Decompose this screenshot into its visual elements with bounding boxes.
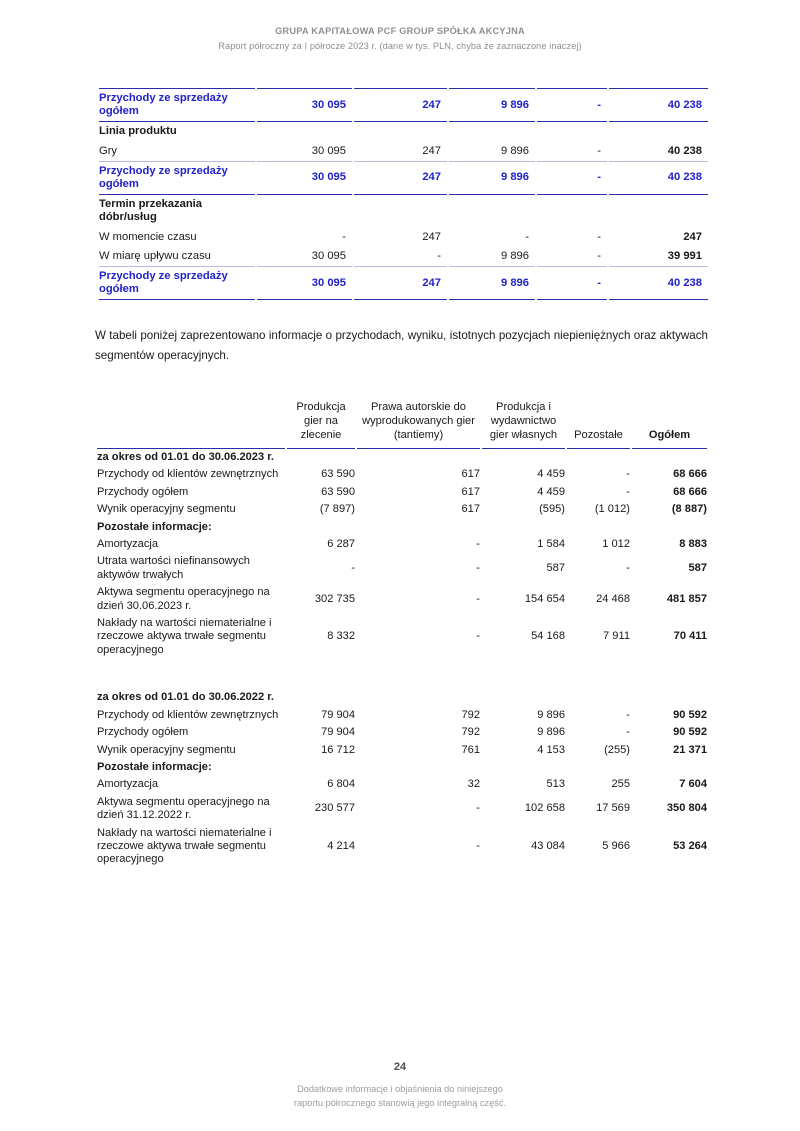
row-value: - (626, 485, 630, 498)
row-value: 792 (461, 726, 480, 739)
spacer-cell (356, 659, 481, 689)
row-value: (8 887) (671, 503, 707, 516)
row-value: 102 658 (524, 802, 565, 815)
row-value (481, 519, 566, 536)
row-value (631, 759, 708, 776)
row-value: 63 590 (321, 485, 355, 498)
row-value (536, 122, 608, 142)
row-label: Wynik operacyjny segmentu (97, 743, 236, 756)
column-header: Produkcja gier na zlecenie (296, 401, 346, 441)
column-header: Prawa autorskie do wyprodukowanych gier (tantiemy) (362, 401, 475, 441)
row-value: 53 264 (673, 839, 707, 852)
row-value (566, 519, 631, 536)
row-value: 7 604 (679, 778, 707, 791)
row-value (353, 195, 448, 228)
row-value: 617 (461, 503, 480, 516)
row-value: 154 654 (524, 592, 565, 605)
table-row (96, 742, 708, 759)
row-label: Przychody ze sprzedaży ogółem (98, 89, 256, 122)
row-label: Wynik operacyjny segmentu (97, 503, 236, 516)
row-value (608, 122, 709, 142)
row-value (631, 689, 708, 706)
row-value: - (476, 802, 480, 815)
row-value: 8 332 (327, 630, 355, 643)
row-value: - (626, 726, 630, 739)
spacer-row (96, 659, 708, 689)
row-value: - (351, 562, 355, 575)
row-value: 39 991 (608, 247, 709, 267)
row-label: Linia produktu (99, 125, 177, 138)
row-value (356, 519, 481, 536)
row-value (448, 122, 536, 142)
row-value: 32 (467, 778, 480, 791)
row-value: 247 (353, 267, 448, 300)
row-value: 247 (353, 89, 448, 122)
row-value: 9 896 (448, 161, 536, 194)
column-header: Pozostałe (574, 429, 623, 441)
row-value (286, 689, 356, 706)
row-label: Aktywa segmentu operacyjnego na dzień 30.06.2023 r. (97, 586, 270, 612)
row-value: - (626, 562, 630, 575)
row-value: - (476, 562, 480, 575)
row-value: 792 (461, 708, 480, 721)
row-value: 90 592 (673, 726, 707, 739)
revenue-table-body (98, 89, 709, 300)
row-label: za okres od 01.01 do 30.06.2022 r. (97, 691, 274, 704)
row-value: 9 896 (537, 708, 565, 721)
row-value: - (476, 630, 480, 643)
row-value (481, 689, 566, 706)
row-value: 40 238 (608, 89, 709, 122)
row-value: 247 (353, 161, 448, 194)
row-label: Przychody od klientów zewnętrznych (97, 468, 279, 481)
row-value (481, 449, 566, 467)
row-value: - (525, 230, 529, 243)
row-label: W momencie czasu (99, 230, 197, 243)
row-value: - (597, 230, 601, 243)
row-value: 8 883 (679, 538, 707, 551)
row-value: - (536, 247, 608, 267)
table-row (98, 89, 709, 122)
row-value (631, 449, 708, 467)
row-value: 761 (461, 743, 480, 756)
row-value: - (476, 538, 480, 551)
row-value: 16 712 (321, 743, 355, 756)
row-value: 6 804 (327, 778, 355, 791)
intro-paragraph: W tabeli poniżej zaprezentowano informacje o przychodach, wyniku, istotnych pozycjach niepieniężnych oraz aktywach segmentów operacyjnych. (95, 329, 708, 362)
row-value: 247 (683, 230, 702, 243)
revenue-breakdown-table (97, 88, 710, 300)
row-value: 30 095 (256, 247, 353, 267)
row-value: 5 966 (602, 839, 630, 852)
table-row (96, 501, 708, 518)
spacer-cell (631, 659, 708, 689)
row-value: 40 238 (608, 161, 709, 194)
table-row (96, 759, 708, 776)
row-value (256, 195, 353, 228)
row-value (356, 759, 481, 776)
row-value: 230 577 (314, 802, 355, 815)
table-row (96, 724, 708, 741)
row-value: 9 896 (448, 89, 536, 122)
row-label: Gry (98, 142, 256, 162)
row-value: 302 735 (314, 592, 355, 605)
row-label: za okres od 01.01 do 30.06.2023 r. (96, 449, 286, 467)
header-company-name: GRUPA KAPITAŁOWA PCF GROUP SPÓŁKA AKCYJNA (275, 26, 525, 36)
column-header (96, 398, 286, 449)
row-value: 513 (546, 778, 565, 791)
footer-note-line-1: Dodatkowe informacje i objaśnienia do niniejszego (297, 1084, 503, 1094)
table-row (98, 161, 709, 194)
row-value: 79 904 (321, 708, 355, 721)
table-row (98, 142, 709, 162)
row-value: 30 095 (256, 89, 353, 122)
row-value (566, 689, 631, 706)
row-value: 21 371 (673, 743, 707, 756)
table-row (98, 195, 709, 228)
row-label: Nakłady na wartości niematerialne i rzeczowe aktywa trwałe segmentu operacyjnego (97, 617, 272, 656)
spacer-cell (96, 659, 286, 689)
table-row (96, 449, 708, 467)
table-row (96, 615, 708, 659)
row-label: Przychody ogółem (97, 726, 189, 739)
row-value: 68 666 (673, 485, 707, 498)
row-value: - (476, 839, 480, 852)
footer-note (0, 1082, 800, 1110)
row-value: 587 (688, 562, 707, 575)
header-report-subtitle: Raport półroczny za I półrocze 2023 r. (dane w tys. PLN, chyba że zaznaczone inaczej) (218, 41, 582, 51)
row-label: Przychody ze sprzedaży ogółem (98, 267, 256, 300)
row-value: - (536, 142, 608, 162)
table-row (96, 689, 708, 706)
table-row (96, 707, 708, 724)
row-value: 255 (611, 778, 630, 791)
table-row (96, 519, 708, 536)
row-value: 70 411 (673, 630, 707, 643)
spacer-cell (566, 659, 631, 689)
row-value: - (626, 708, 630, 721)
row-value: 9 896 (448, 247, 536, 267)
row-label: Aktywa segmentu operacyjnego na dzień 31.12.2022 r. (97, 795, 270, 822)
row-label: Pozostałe informacje: (97, 760, 212, 773)
row-value: 90 592 (673, 708, 707, 721)
segments-table-body (96, 449, 708, 869)
row-value: - (476, 592, 480, 605)
row-value: 7 911 (603, 630, 630, 643)
column-header: Produkcja i wydawnictwo gier własnych (489, 401, 558, 441)
table-row (98, 228, 709, 247)
segments-table (95, 398, 709, 869)
row-value (448, 195, 536, 228)
row-value: 17 569 (596, 802, 630, 815)
table-row (98, 247, 709, 267)
row-value: 40 238 (608, 142, 709, 162)
row-value: - (342, 230, 346, 243)
table-header-row (96, 398, 708, 449)
row-value: 79 904 (321, 726, 355, 739)
row-value: - (353, 247, 448, 267)
table-row (96, 584, 708, 615)
row-value: 350 804 (666, 802, 707, 815)
row-value: 4 459 (537, 468, 565, 481)
table-row (96, 536, 708, 553)
row-label: Przychody ogółem (97, 485, 189, 498)
table-row (96, 553, 708, 584)
spacer-cell (481, 659, 566, 689)
row-value (536, 195, 608, 228)
row-value (286, 519, 356, 536)
row-label: Pozostałe informacje: (97, 520, 212, 533)
row-value: 30 095 (256, 267, 353, 300)
row-value: - (536, 161, 608, 194)
row-value (286, 449, 356, 467)
row-value: 30 095 (256, 142, 353, 162)
footer-note-line-2: raportu półrocznego stanowią jego integralną część. (294, 1098, 506, 1108)
table-row (96, 466, 708, 483)
row-value: - (536, 89, 608, 122)
spacer-cell (286, 659, 356, 689)
table-row (96, 794, 708, 825)
row-value: 6 287 (327, 538, 355, 551)
row-value: 4 459 (537, 485, 565, 498)
row-label: Amortyzacja (97, 778, 159, 791)
table-row (98, 122, 709, 142)
row-label: Przychody ze sprzedaży ogółem (98, 161, 256, 194)
row-value (353, 122, 448, 142)
row-value: - (626, 468, 630, 481)
row-value: 9 896 (448, 142, 536, 162)
row-label: Utrata wartości niefinansowych aktywów trwałych (97, 555, 250, 581)
row-value: 63 590 (321, 468, 355, 481)
row-value: 247 (422, 230, 441, 243)
row-value: 617 (461, 485, 480, 498)
row-value (608, 195, 709, 228)
table-row (96, 825, 708, 869)
row-value (566, 449, 631, 467)
row-value: (1 012) (594, 503, 630, 516)
row-value: 43 084 (531, 839, 565, 852)
row-label: Przychody od klientów zewnętrznych (97, 708, 279, 721)
row-value (256, 122, 353, 142)
row-label: W miarę upływu czasu (98, 247, 256, 267)
row-value: 9 896 (537, 726, 565, 739)
row-value (566, 759, 631, 776)
row-value: 40 238 (608, 267, 709, 300)
page-number: 24 (393, 1061, 407, 1073)
row-value: 481 857 (666, 592, 707, 605)
row-value: 1 584 (537, 538, 565, 551)
row-value: (7 897) (319, 503, 355, 516)
row-label: Nakłady na wartości niematerialne i rzeczowe aktywa trwałe segmentu operacyjnego (97, 826, 272, 866)
row-label: Termin przekazania dóbr/usług (99, 198, 203, 224)
row-value (286, 759, 356, 776)
row-value: 247 (353, 142, 448, 162)
row-value (481, 759, 566, 776)
row-value: 30 095 (256, 161, 353, 194)
document-header (0, 24, 800, 53)
row-value (356, 689, 481, 706)
table-row (98, 267, 709, 300)
row-value: (255) (604, 743, 630, 756)
table-row (96, 776, 708, 793)
row-value: (595) (539, 503, 565, 516)
row-value: 617 (461, 468, 480, 481)
row-value: 4 153 (537, 743, 565, 756)
row-value: 9 896 (448, 267, 536, 300)
table-row (96, 484, 708, 501)
row-value: 68 666 (673, 468, 707, 481)
row-value: 54 168 (531, 630, 565, 643)
row-value (356, 449, 481, 467)
row-label: Amortyzacja (97, 538, 159, 551)
row-value: 1 012 (602, 538, 630, 551)
row-value: 587 (546, 562, 565, 575)
row-value: 24 468 (596, 592, 630, 605)
row-value: - (536, 267, 608, 300)
row-value: 4 214 (327, 839, 355, 852)
row-value (631, 519, 708, 536)
segments-table-head (96, 398, 708, 449)
column-header: Ogółem (648, 429, 691, 441)
